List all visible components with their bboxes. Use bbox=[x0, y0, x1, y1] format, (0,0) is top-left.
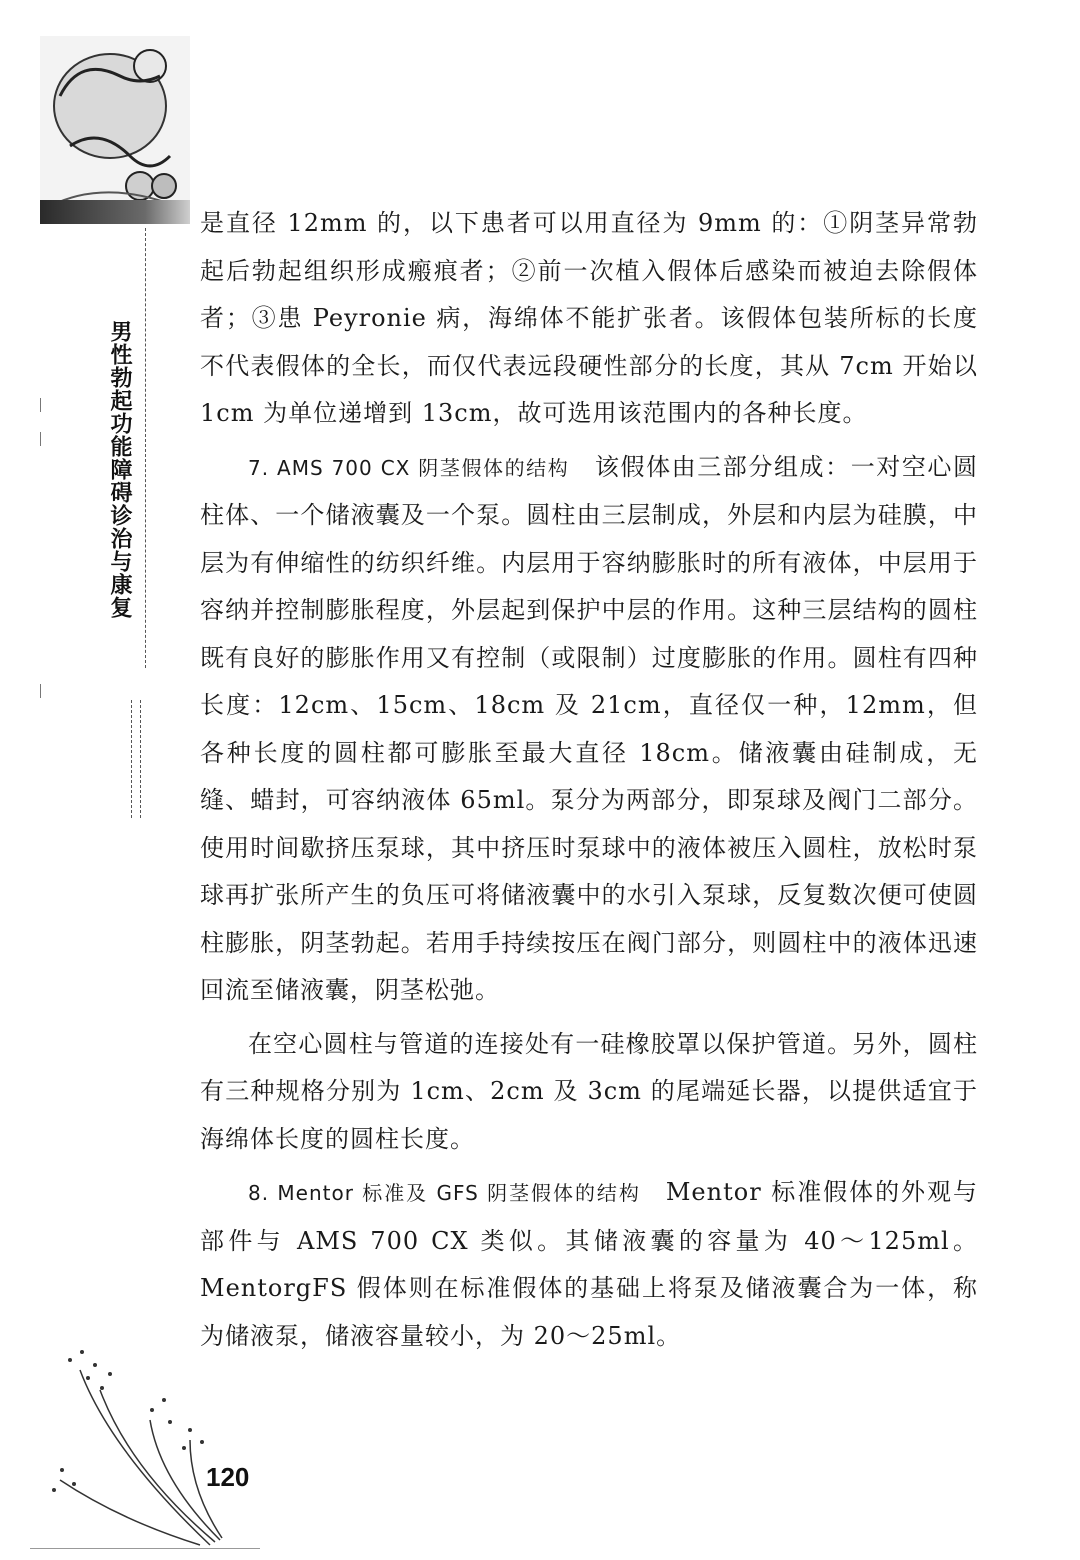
page-number: 120 bbox=[206, 1462, 250, 1492]
bottom-rule bbox=[30, 1548, 260, 1549]
paragraph-text: 该假体由三部分组成：一对空心圆柱体、一个储液囊及一个泵。圆柱由三层制成，外层和内层为硅膜，中层为有伸缩性的纺织纤维。内层用于容纳膨胀时的所有液体，中层用于容纳并控制膨胀程度，外层起到保护中层的作用。这种三层结构的圆柱既有良好的膨胀作用又有控制（或限制）过度膨胀的作用。圆柱有四种长度：12cm、15cm、18cm 及 21cm，直径仅一种，12mm，但各种长度的圆柱都可膨胀至最大直径 18cm。储液囊由硅制成，无缝、蜡封，可容纳液体 65ml。泵分为两部分，即泵球及阀门二部分。使用时间歇挤压泵球，其中挤压时泵球中的液体被压入圆柱，放松时泵球再扩张所产生的负压可将储液囊中的水引入泵球，反复数次便可使圆柱膨胀，阴茎勃起。若用手持续按压在阀门部分，则圆柱中的液体迅速回流至储液囊，阴茎松弛。 bbox=[200, 452, 979, 1004]
paragraph: 在空心圆柱与管道的连接处有一硅橡胶罩以保护管道。另外，圆柱有三种规格分别为 1cm、2cm 及 3cm 的尾端延长器，以提供适宜于海绵体长度的圆柱长度。 bbox=[200, 1029, 978, 1153]
section-heading: 8. Mentor 标准及 GFS 阴茎假体的结构 bbox=[248, 1181, 641, 1205]
body-text bbox=[200, 200, 978, 1360]
header-band bbox=[40, 200, 190, 224]
paragraph bbox=[200, 1169, 978, 1360]
paragraph: 是直径 12mm 的，以下患者可以用直径为 9mm 的：①阴茎异常勃起后勃起组织形成瘢痕者；②前一次植入假体后感染而被迫去除假体者；③患 Peyronie 病，海绵体不能扩张者。该假体包装所标的长度不代表假体的全长，而仅代表远段硬性部分的长度，其从 7cm 开始以 1cm 为单位递增到 13cm，故可选用该范围内的各种长度。 bbox=[200, 209, 978, 427]
paragraph bbox=[200, 444, 978, 1015]
plant-decoration bbox=[40, 1330, 230, 1550]
margin-tick bbox=[40, 432, 41, 446]
side-dashed-line bbox=[145, 228, 146, 668]
side-dashed-line bbox=[140, 700, 141, 818]
vertical-book-title: 男性勃起功能障碍诊治与康复 bbox=[107, 320, 132, 619]
section-heading: 7. AMS 700 CX 阴茎假体的结构 bbox=[248, 455, 570, 480]
paragraph-text: Mentor 标准假体的外观与部件与 AMS 700 CX 类似。其储液囊的容量为 40～125ml。MentorgFS 假体则在标准假体的基础上将泵及储液囊合为一体，称为储液泵，储液容量较小，为 20～25ml。 bbox=[200, 1178, 978, 1350]
side-dashed-line bbox=[131, 700, 132, 818]
muscle-man-illustration bbox=[40, 36, 190, 214]
margin-tick bbox=[40, 398, 41, 412]
margin-tick bbox=[40, 684, 41, 698]
